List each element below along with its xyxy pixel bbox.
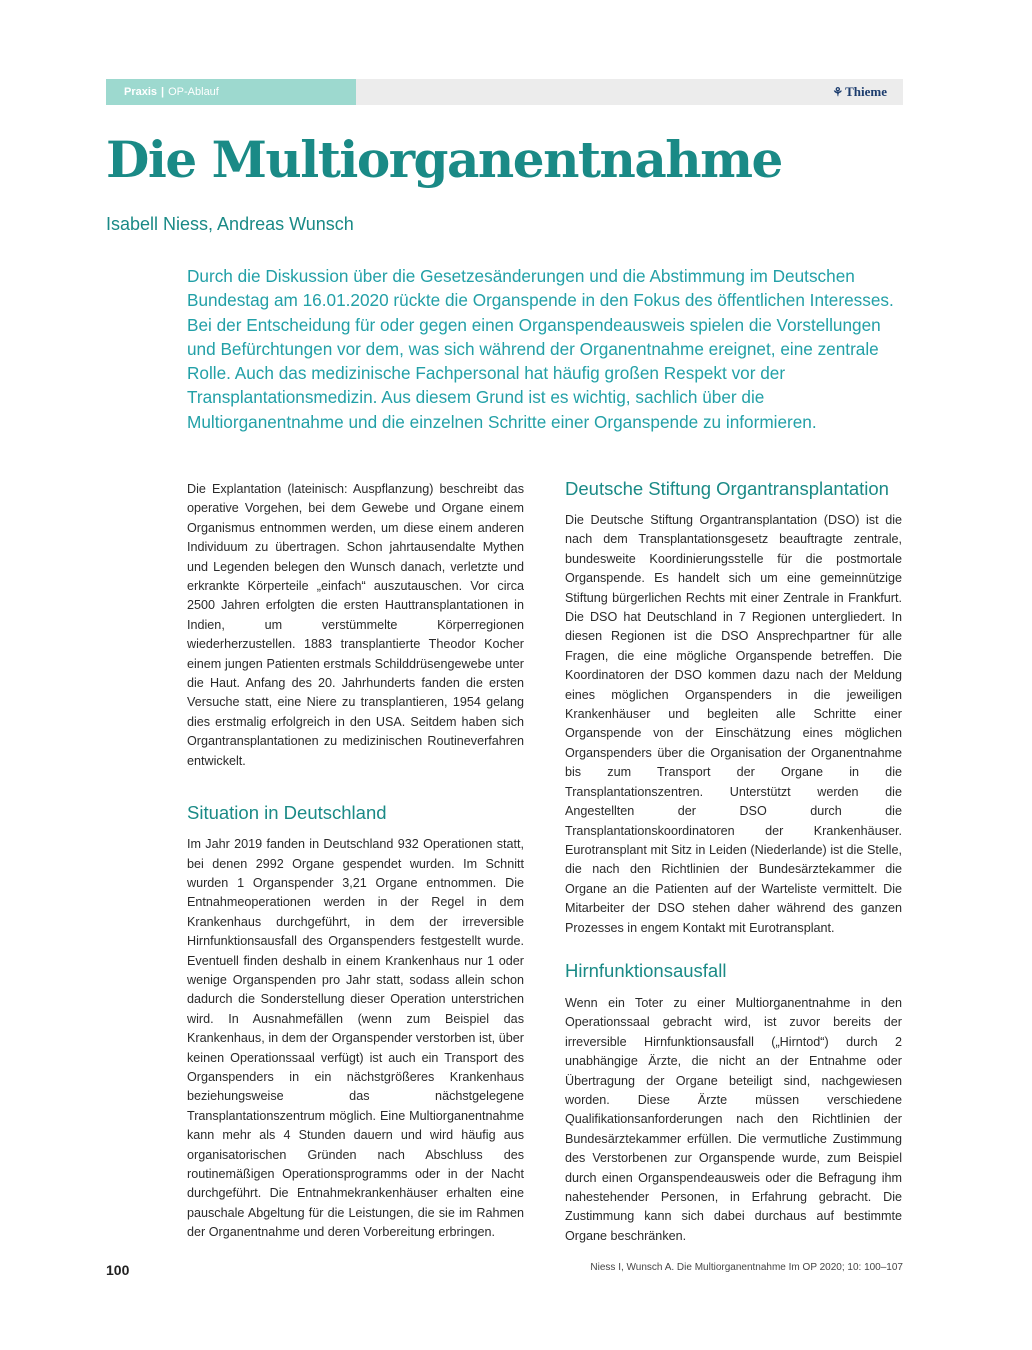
right-column xyxy=(565,480,902,1246)
citation: Niess I, Wunsch A. Die Multiorganentnahme Im OP 2020; 10: 100–107 xyxy=(590,1262,903,1273)
section-heading-dso: Deutsche Stiftung Organtransplantation xyxy=(565,478,889,499)
left-column xyxy=(187,480,524,1243)
header-bar xyxy=(106,79,903,105)
section-label: Praxis xyxy=(124,86,158,98)
section-heading-situation: Situation in Deutschland xyxy=(187,802,387,824)
article-title: Die Multiorganentnahme xyxy=(106,130,782,189)
article-authors: Isabell Niess, Andreas Wunsch xyxy=(106,214,354,234)
subsection-label: OP-Ablauf xyxy=(168,86,219,98)
section-separator: | xyxy=(161,86,165,98)
page-number: 100 xyxy=(106,1262,130,1278)
publisher-logo xyxy=(832,79,887,105)
section-text-situation: Im Jahr 2019 fanden in Deutschland 932 Operationen statt, bei denen 2992 Organe gespendet wurden. Im Schnitt wurden 1 Organspender 3,21 Organe entnommen. Die Entnahmeoperationen werden in der Regel in dem Krankenhaus durchgeführt, in dem der irreversible Hirnfunktionsausfall des Organspenders festgestellt wurde. Eventuell finden deshalb in einem Krankenhaus nur 1 oder wenige Organspenden pro Jahr statt, sodass allein schon dadurch die Sonderstellung dieser Operation unterstrichen wird. In Ausnahmefällen (wenn zum Beispiel das Krankenhaus, in dem der Organspender verstorben ist, über keinen Operationssaal verfügt) ist auch ein Transport des Organspenders in ein nächstgrößeres Krankenhaus beziehungsweise das nächstgelegene Transplantationszentrum möglich. Eine Multiorganentnahme kann mehr als 4 Stunden dauern und wird häufig aus organisatorischen Gründen nach Abschluss des routinemäßigen Operationsprogramms oder in der Nacht durchgeführt. Die Entnahmekrankenhäuser erhalten eine pauschale Abgeltung für die Leistungen, die sie im Rahmen der Organentnahme und deren Vorbereitung erbringen. xyxy=(187,837,524,1240)
section-heading-hirnfunktion: Hirnfunktionsausfall xyxy=(565,959,727,981)
thieme-logo-icon: ⚘ xyxy=(832,85,844,99)
article-abstract: Durch die Diskussion über die Gesetzesänderungen und die Abstimmung im Deutschen Bundestag am 16.01.2020 rückte die Organspende in den Fokus des öffentlichen Interesses. Bei der Entscheidung für oder gegen einen Organspendeausweis spielen die Vorstellungen und Befürchtungen vor dem, was sich während der Organentnahme ereignet, eine zentrale Rolle. Auch das medizinische Fachpersonal hat häufig großen Respekt vor der Transplantationsmedizin. Aus diesem Grund ist es wichtig, sachlich über die Multiorganentnahme und die einzelnen Schritte einer Organspende zu informieren. xyxy=(187,266,894,432)
section-tag xyxy=(106,79,356,105)
intro-paragraph: Die Explantation (lateinisch: Auspflanzung) beschreibt das operative Vorgehen, bei dem Gewebe und Organe einem Organismus entnommen werden, um diese einem anderen Individuum zu übertragen. Schon jahrtausendalte Mythen und Legenden belegen den Wunsch danach, verletzte und erkrankte Körperteile „einfach“ auszutauschen. Vor circa 2500 Jahren erfolgten die ersten Hauttransplantationen in Indien, um verstümmelte Körperregionen wiederherzustellen. 1883 transplantierte Theodor Kocher einem jungen Patienten erstmals Schilddrüsengewebe unter die Haut. Anfang des 20. Jahrhunderts fanden die ersten Versuche statt, eine Niere zu transplantieren, 1954 gelang dies erstmalig erfolgreich in den USA. Seitdem haben sich Organtransplantationen zu medizinischen Routineverfahren entwickelt. xyxy=(187,482,524,768)
section-text-hirnfunktion: Wenn ein Toter zu einer Multiorganentnahme in den Operationssaal gebracht wird, ist zuvor bereits der irreversible Hirnfunktionsausfall („Hirntod“) durch 2 unabhängige Ärzte, die nicht an der Entnahme oder Übertragung der Organe beteiligt sind, nachgewiesen worden. Diese Ärzte müssen verschiedene Qualifikationsanforderungen nach den Richtlinien der Bundesärztekammer erfüllen. Die vermutliche Zustimmung des Verstorbenen zur Organspende wurde, zum Beispiel durch einen Organspendeausweis oder die Befragung ihm nahestehender Personen, in Erfahrung gebracht. Die Zustimmung kann sich dabei durchaus auf bestimmte Organe beschränken. xyxy=(565,995,902,1243)
publisher-name: Thieme xyxy=(845,84,887,99)
section-text-dso: Die Deutsche Stiftung Organtransplantation (DSO) ist die nach dem Transplantationsgesetz beauftragte zentrale, bundesweite Koordinierungsstelle für die postmortale Organspende. Es handelt sich um eine gemeinnützige Stiftung bürgerlichen Rechts mit einer Zentrale in Frankfurt. Die DSO hat Deutschland in 7 Regionen untergliedert. In diesen Regionen ist die DSO Ansprechpartner für alle Fragen, die eine mögliche Organspende betreffen. Die Koordinatoren der DSO kommen dazu nach der Meldung eines möglichen Organspenders in die jeweiligen Krankenhäuser und begleiten alle Schritte einer Organspende von der Einschätzung eines möglichen Organspenders über die Organisation der Organentnahme bis zum Transport der Organe in die Transplantationszentren. Unterstützt werden die Angestellten der DSO durch die Transplantationskoordinatoren der Krankenhäuser. Eurotransplant mit Sitz in Leiden (Niederlande) ist die Stelle, die nach den Richtlinien der Bundesärztekammer die Organe an die Patienten auf der Warteliste vermittelt. Die Mitarbeiter der DSO stehen daher während des ganzen Prozesses in engem Kontakt mit Eurotransplant. xyxy=(565,513,902,935)
